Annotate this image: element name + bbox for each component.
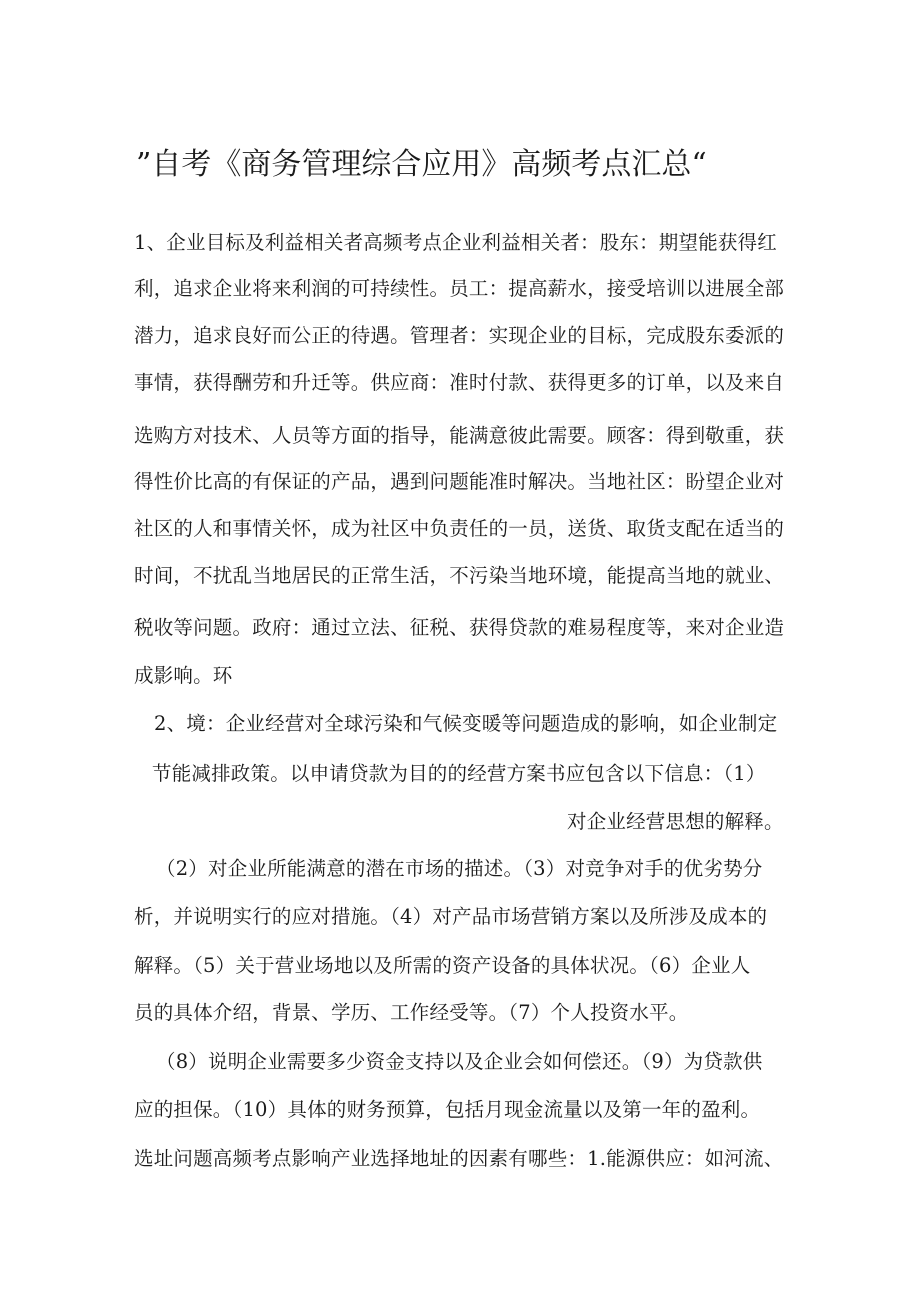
body-line: （8）说明企业需要多少资金支持以及企业会如何偿还。（9）为贷款供 bbox=[156, 1050, 763, 1073]
body-line: 1、企业目标及利益相关者高频考点企业利益相关者：股东：期望能获得红 bbox=[134, 231, 778, 254]
body-line: 2、境：企业经营对全球污染和气候变暖等问题造成的影响，如企业制定 bbox=[154, 712, 778, 735]
body-line: 选址问题高频考点影响产业选择地址的因素有哪些：1.能源供应：如河流、 bbox=[134, 1147, 784, 1170]
body-line: 税收等问题。政府：通过立法、征税、获得贷款的难易程度等，来对企业造 bbox=[134, 616, 785, 639]
body-line: 节能减排政策。以申请贷款为目的的经营方案书应包含以下信息：（1） bbox=[152, 762, 766, 785]
body-line: 成影响。环 bbox=[134, 664, 233, 687]
body-line: 事情，获得酬劳和升迁等。供应商：准时付款、获得更多的订单，以及来自 bbox=[134, 371, 785, 394]
body-line: （2）对企业所能满意的潜在市场的描述。（3）对竞争对手的优劣势分 bbox=[156, 857, 763, 880]
body-line: 员的具体介绍，背景、学历、工作经受等。（7）个人投资水平。 bbox=[134, 1001, 689, 1024]
body-line: 利，追求企业将来利润的可持续性。员工：提高薪水，接受培训以进展全部 bbox=[134, 277, 785, 300]
body-line: 选购方对技术、人员等方面的指导，能满意彼此需要。顾客：得到敬重，获 bbox=[134, 424, 785, 447]
body-line: 时间，不扰乱当地居民的正常生活，不污染当地环境，能提高当地的就业、 bbox=[134, 564, 785, 587]
body-line: 社区的人和事情关怀，成为社区中负责任的一员，送货、取货支配在适当的 bbox=[134, 517, 785, 540]
body-line: 对企业经营思想的解释。 bbox=[567, 810, 784, 833]
body-line: 应的担保。（10）具体的财务预算，包括月现金流量以及第一年的盈利。 bbox=[134, 1098, 761, 1121]
body-line: 解释。（5）关于营业场地以及所需的资产设备的具体状况。（6）企业人 bbox=[134, 954, 751, 977]
body-line: 潜力，追求良好而公正的待遇。管理者：实现企业的目标，完成股东委派的 bbox=[134, 324, 785, 347]
document-title: ”自考《商务管理综合应用》高频考点汇总“ bbox=[136, 147, 707, 182]
body-line: 析，并说明实行的应对措施。（4）对产品市场营销方案以及所涉及成本的 bbox=[134, 905, 768, 928]
body-line: 得性价比高的有保证的产品，遇到问题能准时解决。当地社区：盼望企业对 bbox=[134, 470, 785, 493]
